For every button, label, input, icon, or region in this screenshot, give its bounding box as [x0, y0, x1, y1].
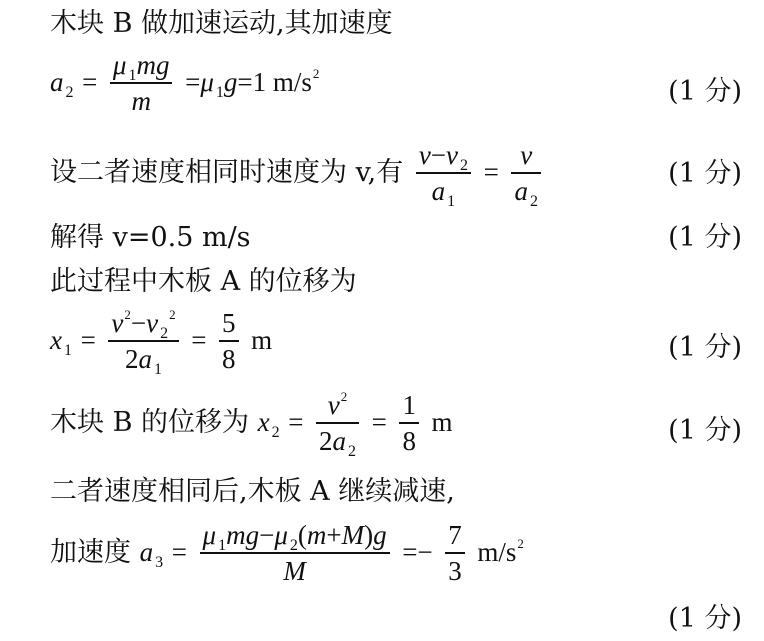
text-line-1: [50, 10, 393, 37]
score-3: (1 分): [668, 222, 742, 253]
text-line-5: [50, 268, 357, 295]
line7-text: 木块 B 的位移为: [50, 406, 250, 438]
line4-text: 解得 v=0.5 m/s: [50, 222, 251, 253]
fraction-1-8: $\frac{1}{8}$: [399, 392, 419, 455]
text-line-8: [50, 478, 455, 505]
line8-text: 二者速度相同后,木板 A 继续减速,: [50, 476, 455, 507]
fraction-x2: $\frac{v^2}{2a _2}$: [316, 392, 359, 455]
fraction-7-3: $\frac{7}{3}$: [445, 522, 465, 585]
score-2: (1 分): [668, 158, 742, 189]
equation-x1: x $_1$ = $\frac{v^2-v _2^2}{2a _1}$ = $\frac{5}{8}$ m: [50, 307, 273, 378]
line1-text: 木块 B 做加速运动,其加速度: [50, 8, 393, 39]
text-line-4: [50, 224, 251, 251]
equation-a2: a $_2$ = $\frac{\mu _1mg}{m}$ =μ $_1$g=1 $m/s^2$: [50, 50, 320, 116]
equation-v: 设二者速度相同时速度为 v,有 $\frac{v-v _2}{a _1}$ = $\frac{v}{a _2}$: [50, 142, 545, 205]
fraction-v-over-a2: $\frac{v}{a _2}$: [511, 142, 541, 205]
equation-a3: 加速度 a $_3$ = $\frac{\mu _1mg-\mu _2(m+M)g}{M}$ =− $\frac{7}{3}$ $m/s^2$: [50, 520, 524, 586]
score-1: (1 分): [668, 76, 742, 107]
line3-text: 设二者速度相同时速度为 v,有: [50, 156, 404, 188]
fraction-a2: $\frac{\mu _1mg}{m}$: [110, 52, 173, 115]
fraction-x1: $\frac{v^2-v _2^2}{2a _1}$: [108, 310, 178, 373]
fraction-5-8: $\frac{5}{8}$: [219, 310, 239, 373]
fraction-a3: $\frac{\mu _1mg-\mu _2(m+M)g}{M}$: [200, 522, 390, 585]
equation-x2: 木块 B 的位移为 x $_2$ = $\frac{v^2}{2a _2}$ = $\frac{1}{8}$ m: [50, 389, 453, 460]
score-5: (1 分): [668, 415, 742, 446]
line5-text: 此过程中木板 A 的位移为: [50, 266, 357, 297]
fraction-v-minus-v2: $\frac{v-v _2}{a _1}$: [416, 142, 471, 205]
score-6: (1 分): [668, 603, 742, 634]
line9-text: 加速度: [50, 536, 131, 568]
score-4: (1 分): [668, 332, 742, 363]
